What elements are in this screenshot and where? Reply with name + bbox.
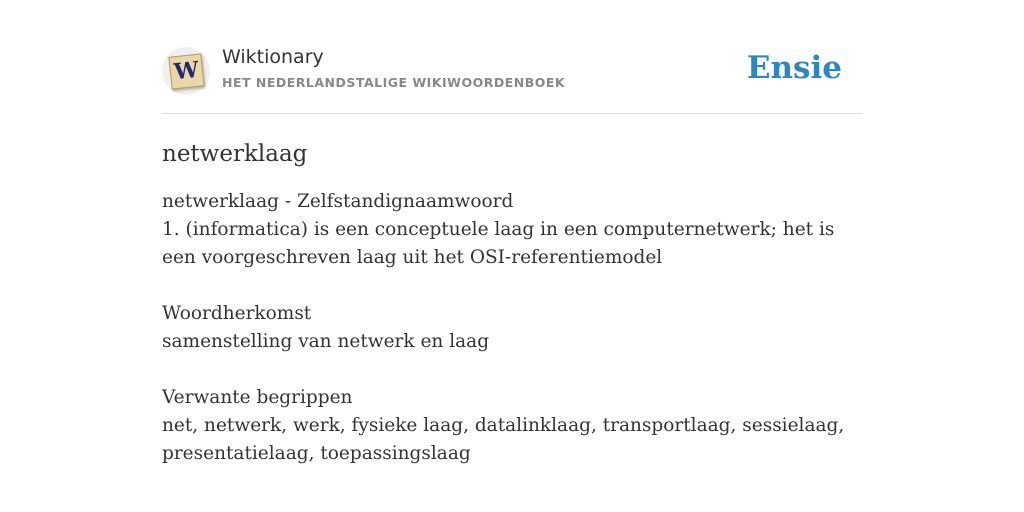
page <box>162 0 862 468</box>
related-terms-text: net, netwerk, werk, fysieke laag, datalinklaag, transportlaag, sessielaag, presentatielaag, toepassingslaag <box>162 415 845 464</box>
header <box>162 0 862 114</box>
word-type-line: netwerklaag - Zelfstandignaamwoord <box>162 191 514 212</box>
site-subtitle: HET NEDERLANDSTALIGE WIKIWOORDENBOEK <box>222 75 566 90</box>
definition-text: 1. (informatica) is een conceptuele laag in een computernetwerk; het is een voorgeschreven laag uit het OSI-referentiemodel <box>162 219 835 268</box>
entry-content <box>162 188 862 468</box>
etymology-heading: Woordherkomst <box>162 303 312 324</box>
ensie-brand-link[interactable]: Ensie <box>746 50 842 86</box>
spacer <box>162 356 862 384</box>
page-title: netwerklaag <box>162 141 308 167</box>
etymology-text: samenstelling van netwerk en laag <box>162 331 490 352</box>
logo-tile: W <box>168 53 204 89</box>
site-name[interactable]: Wiktionary <box>222 46 324 68</box>
wiktionary-logo-icon[interactable] <box>162 47 210 95</box>
spacer <box>162 272 862 300</box>
related-heading: Verwante begrippen <box>162 387 353 408</box>
